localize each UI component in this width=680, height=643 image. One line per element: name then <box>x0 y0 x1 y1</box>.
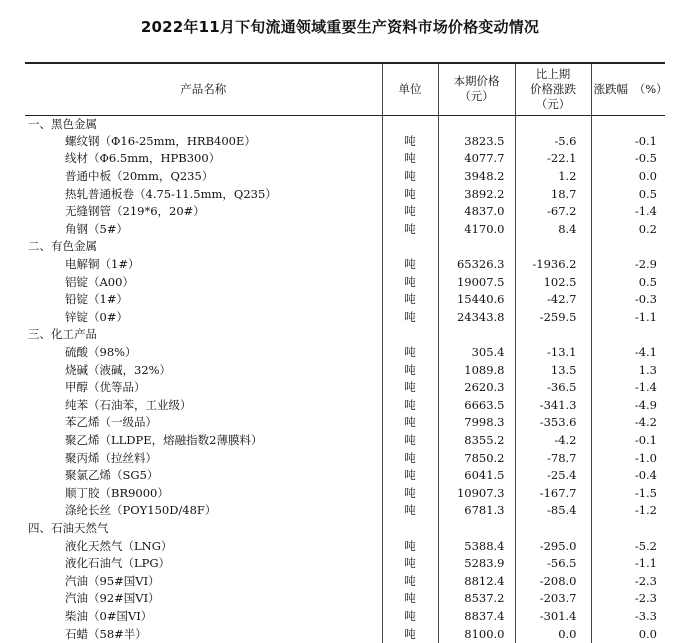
price-change-cell <box>515 520 591 538</box>
product-name-cell: 三、化工产品 <box>28 327 97 342</box>
header-current-price-line2: （元） <box>459 89 494 104</box>
price-change-cell <box>515 115 591 133</box>
unit-cell: 吨 <box>382 203 438 221</box>
price-cell: 8100.0 <box>438 625 515 643</box>
change-percent-cell <box>591 238 665 256</box>
product-name-cell: 无缝钢管（219*6，20#） <box>65 204 205 219</box>
product-name-cell: 烧碱（液碱，32%） <box>65 362 172 377</box>
price-cell: 4077.7 <box>438 150 515 168</box>
price-cell: 4170.0 <box>438 221 515 239</box>
unit-cell: 吨 <box>382 309 438 327</box>
unit-cell: 吨 <box>382 414 438 432</box>
table-row <box>25 572 665 590</box>
header-product-name: 产品名称 <box>25 63 382 115</box>
product-name-cell: 普通中板（20mm，Q235） <box>65 169 214 184</box>
price-change-cell <box>515 238 591 256</box>
price-cell: 2620.3 <box>438 379 515 397</box>
change-percent-cell: 1.3 <box>591 361 665 379</box>
price-cell: 8537.2 <box>438 590 515 608</box>
price-cell: 5283.9 <box>438 555 515 573</box>
table-row <box>25 449 665 467</box>
table-row <box>25 625 665 643</box>
price-change-cell: -353.6 <box>515 414 591 432</box>
change-percent-cell: -2.3 <box>591 572 665 590</box>
product-name-cell: 热轧普通板卷（4.75-11.5mm，Q235） <box>65 186 277 201</box>
change-percent-cell: -1.4 <box>591 379 665 397</box>
price-change-cell: -13.1 <box>515 344 591 362</box>
price-change-cell: -208.0 <box>515 572 591 590</box>
price-change-cell: -301.4 <box>515 608 591 626</box>
table-row <box>25 379 665 397</box>
price-cell <box>438 326 515 344</box>
price-change-cell: 0.0 <box>515 625 591 643</box>
change-percent-cell: -1.1 <box>591 555 665 573</box>
price-change-cell: -203.7 <box>515 590 591 608</box>
product-name-cell: 汽油（95#国VI） <box>65 573 160 588</box>
price-cell: 8812.4 <box>438 572 515 590</box>
product-name-cell: 聚乙烯（LLDPE，熔融指数2薄膜料） <box>65 432 263 447</box>
table-row <box>25 309 665 327</box>
price-change-cell: -259.5 <box>515 309 591 327</box>
price-cell: 4837.0 <box>438 203 515 221</box>
category-row <box>25 326 665 344</box>
unit-cell: 吨 <box>382 625 438 643</box>
table-row <box>25 590 665 608</box>
change-percent-cell: -4.2 <box>591 414 665 432</box>
change-percent-cell: -2.9 <box>591 256 665 274</box>
product-name-cell: 石蜡（58#半） <box>65 626 147 641</box>
table-row <box>25 467 665 485</box>
unit-cell: 吨 <box>382 449 438 467</box>
table-row <box>25 168 665 186</box>
change-percent-cell: 0.5 <box>591 185 665 203</box>
product-name-cell: 铅锭（1#） <box>65 292 128 307</box>
price-cell: 1089.8 <box>438 361 515 379</box>
price-change-cell: -22.1 <box>515 150 591 168</box>
price-cell: 10907.3 <box>438 484 515 502</box>
change-percent-cell <box>591 326 665 344</box>
price-cell: 24343.8 <box>438 309 515 327</box>
product-name-cell: 铝锭（A00） <box>65 274 134 289</box>
table-row <box>25 432 665 450</box>
header-current-price-line1: 本期价格 <box>453 74 500 89</box>
price-cell <box>438 115 515 133</box>
change-percent-cell: -1.1 <box>591 309 665 327</box>
header-price-change <box>515 63 591 115</box>
category-row <box>25 238 665 256</box>
table-row <box>25 150 665 168</box>
price-cell: 5388.4 <box>438 537 515 555</box>
product-name-cell: 甲醇（优等品） <box>65 380 146 395</box>
change-percent-cell: -1.4 <box>591 203 665 221</box>
change-percent-cell: -1.2 <box>591 502 665 520</box>
unit-cell: 吨 <box>382 344 438 362</box>
unit-cell: 吨 <box>382 572 438 590</box>
table-row <box>25 361 665 379</box>
table-body <box>25 115 665 643</box>
price-cell: 3823.5 <box>438 133 515 151</box>
unit-cell: 吨 <box>382 537 438 555</box>
product-name-cell: 四、石油天然气 <box>28 520 109 535</box>
price-cell: 6663.5 <box>438 397 515 415</box>
product-name-cell: 涤纶长丝（POY150D/48F） <box>65 503 217 518</box>
unit-cell: 吨 <box>382 168 438 186</box>
price-change-cell: 1.2 <box>515 168 591 186</box>
header-price-change-line3: （元） <box>535 96 571 111</box>
price-cell: 3892.2 <box>438 185 515 203</box>
product-name-cell: 聚氯乙烯（SG5） <box>65 468 159 483</box>
product-name-cell: 液化天然气（LNG） <box>65 538 173 553</box>
product-name-cell: 锌锭（0#） <box>65 309 128 324</box>
table-row <box>25 502 665 520</box>
unit-cell <box>382 238 438 256</box>
price-cell: 15440.6 <box>438 291 515 309</box>
table-row <box>25 291 665 309</box>
change-percent-cell: -3.3 <box>591 608 665 626</box>
change-percent-cell: -1.0 <box>591 449 665 467</box>
price-change-cell: 18.7 <box>515 185 591 203</box>
change-percent-cell: -2.3 <box>591 590 665 608</box>
price-change-cell: -1936.2 <box>515 256 591 274</box>
price-change-cell <box>515 326 591 344</box>
header-price-change-line1: 比上期 <box>535 66 571 81</box>
table-row <box>25 608 665 626</box>
unit-cell: 吨 <box>382 150 438 168</box>
product-name-cell: 线材（Φ6.5mm，HPB300） <box>65 151 221 166</box>
header-change-percent: 涨跌幅 （%） <box>591 63 665 115</box>
unit-cell: 吨 <box>382 467 438 485</box>
price-change-cell: -36.5 <box>515 379 591 397</box>
table-row <box>25 484 665 502</box>
price-change-cell: -167.7 <box>515 484 591 502</box>
header-unit: 单位 <box>382 63 438 115</box>
unit-cell: 吨 <box>382 397 438 415</box>
price-change-cell: -4.2 <box>515 432 591 450</box>
price-cell: 8355.2 <box>438 432 515 450</box>
table-row <box>25 185 665 203</box>
change-percent-cell: 0.0 <box>591 625 665 643</box>
table-row <box>25 344 665 362</box>
price-change-cell: 13.5 <box>515 361 591 379</box>
product-name-cell: 二、有色金属 <box>28 239 97 254</box>
unit-cell: 吨 <box>382 291 438 309</box>
header-price-change-line2: 价格涨跌 <box>530 81 576 96</box>
change-percent-cell: -0.1 <box>591 432 665 450</box>
product-name-cell: 一、黑色金属 <box>28 116 97 131</box>
unit-cell: 吨 <box>382 590 438 608</box>
table-row <box>25 221 665 239</box>
change-percent-cell <box>591 115 665 133</box>
price-change-cell: -5.6 <box>515 133 591 151</box>
product-name-cell: 螺纹钢（Φ16-25mm，HRB400E） <box>65 133 256 148</box>
table-header <box>25 63 668 115</box>
change-percent-cell: 0.5 <box>591 273 665 291</box>
table-row <box>25 256 665 274</box>
price-table <box>25 62 668 643</box>
product-name-cell: 纯苯（石油苯，工业级） <box>65 397 192 412</box>
unit-cell <box>382 520 438 538</box>
price-change-cell: 8.4 <box>515 221 591 239</box>
category-row <box>25 115 665 133</box>
change-percent-cell: -4.9 <box>591 397 665 415</box>
page-title: 2022年11月下旬流通领域重要生产资料市场价格变动情况 <box>140 18 540 36</box>
price-change-cell: -341.3 <box>515 397 591 415</box>
price-cell: 65326.3 <box>438 256 515 274</box>
product-name-cell: 聚丙烯（拉丝料） <box>65 450 157 465</box>
price-change-cell: -85.4 <box>515 502 591 520</box>
price-cell: 6041.5 <box>438 467 515 485</box>
price-change-cell: -56.5 <box>515 555 591 573</box>
table-row <box>25 273 665 291</box>
change-percent-cell: -0.3 <box>591 291 665 309</box>
price-change-cell: 102.5 <box>515 273 591 291</box>
product-name-cell: 汽油（92#国VI） <box>65 591 160 606</box>
table-row <box>25 203 665 221</box>
price-change-cell: -78.7 <box>515 449 591 467</box>
unit-cell: 吨 <box>382 256 438 274</box>
table-row <box>25 397 665 415</box>
unit-cell: 吨 <box>382 484 438 502</box>
price-cell: 3948.2 <box>438 168 515 186</box>
unit-cell: 吨 <box>382 502 438 520</box>
unit-cell: 吨 <box>382 555 438 573</box>
product-name-cell: 角钢（5#） <box>65 221 128 236</box>
table-row <box>25 555 665 573</box>
table-row <box>25 414 665 432</box>
table-row <box>25 133 665 151</box>
unit-cell: 吨 <box>382 133 438 151</box>
price-change-cell: -25.4 <box>515 467 591 485</box>
unit-cell: 吨 <box>382 608 438 626</box>
product-name-cell: 柴油（0#国VI） <box>65 608 153 623</box>
table-row <box>25 537 665 555</box>
product-name-cell: 液化石油气（LPG） <box>65 556 171 571</box>
price-cell: 6781.3 <box>438 502 515 520</box>
price-cell: 305.4 <box>438 344 515 362</box>
product-name-cell: 苯乙烯（一级品） <box>65 415 157 430</box>
unit-cell: 吨 <box>382 432 438 450</box>
price-cell <box>438 238 515 256</box>
change-percent-cell: -5.2 <box>591 537 665 555</box>
change-percent-cell: -0.1 <box>591 133 665 151</box>
price-cell: 8837.4 <box>438 608 515 626</box>
change-percent-cell <box>591 520 665 538</box>
unit-cell: 吨 <box>382 185 438 203</box>
product-name-cell: 硫酸（98%） <box>65 345 137 360</box>
change-percent-cell: -0.4 <box>591 467 665 485</box>
price-change-cell: -67.2 <box>515 203 591 221</box>
unit-cell: 吨 <box>382 361 438 379</box>
price-cell: 7998.3 <box>438 414 515 432</box>
change-percent-cell: 0.0 <box>591 168 665 186</box>
unit-cell <box>382 326 438 344</box>
category-row <box>25 520 665 538</box>
price-change-cell: -295.0 <box>515 537 591 555</box>
product-name-cell: 电解铜（1#） <box>65 257 140 272</box>
change-percent-cell: -1.5 <box>591 484 665 502</box>
price-cell: 19007.5 <box>438 273 515 291</box>
unit-cell: 吨 <box>382 273 438 291</box>
header-current-price <box>438 63 515 115</box>
change-percent-cell: -4.1 <box>591 344 665 362</box>
unit-cell: 吨 <box>382 379 438 397</box>
price-change-cell: -42.7 <box>515 291 591 309</box>
change-percent-cell: -0.5 <box>591 150 665 168</box>
product-name-cell: 顺丁胶（BR9000） <box>65 485 169 500</box>
price-cell <box>438 520 515 538</box>
price-cell: 7850.2 <box>438 449 515 467</box>
change-percent-cell: 0.2 <box>591 221 665 239</box>
unit-cell: 吨 <box>382 221 438 239</box>
unit-cell <box>382 115 438 133</box>
